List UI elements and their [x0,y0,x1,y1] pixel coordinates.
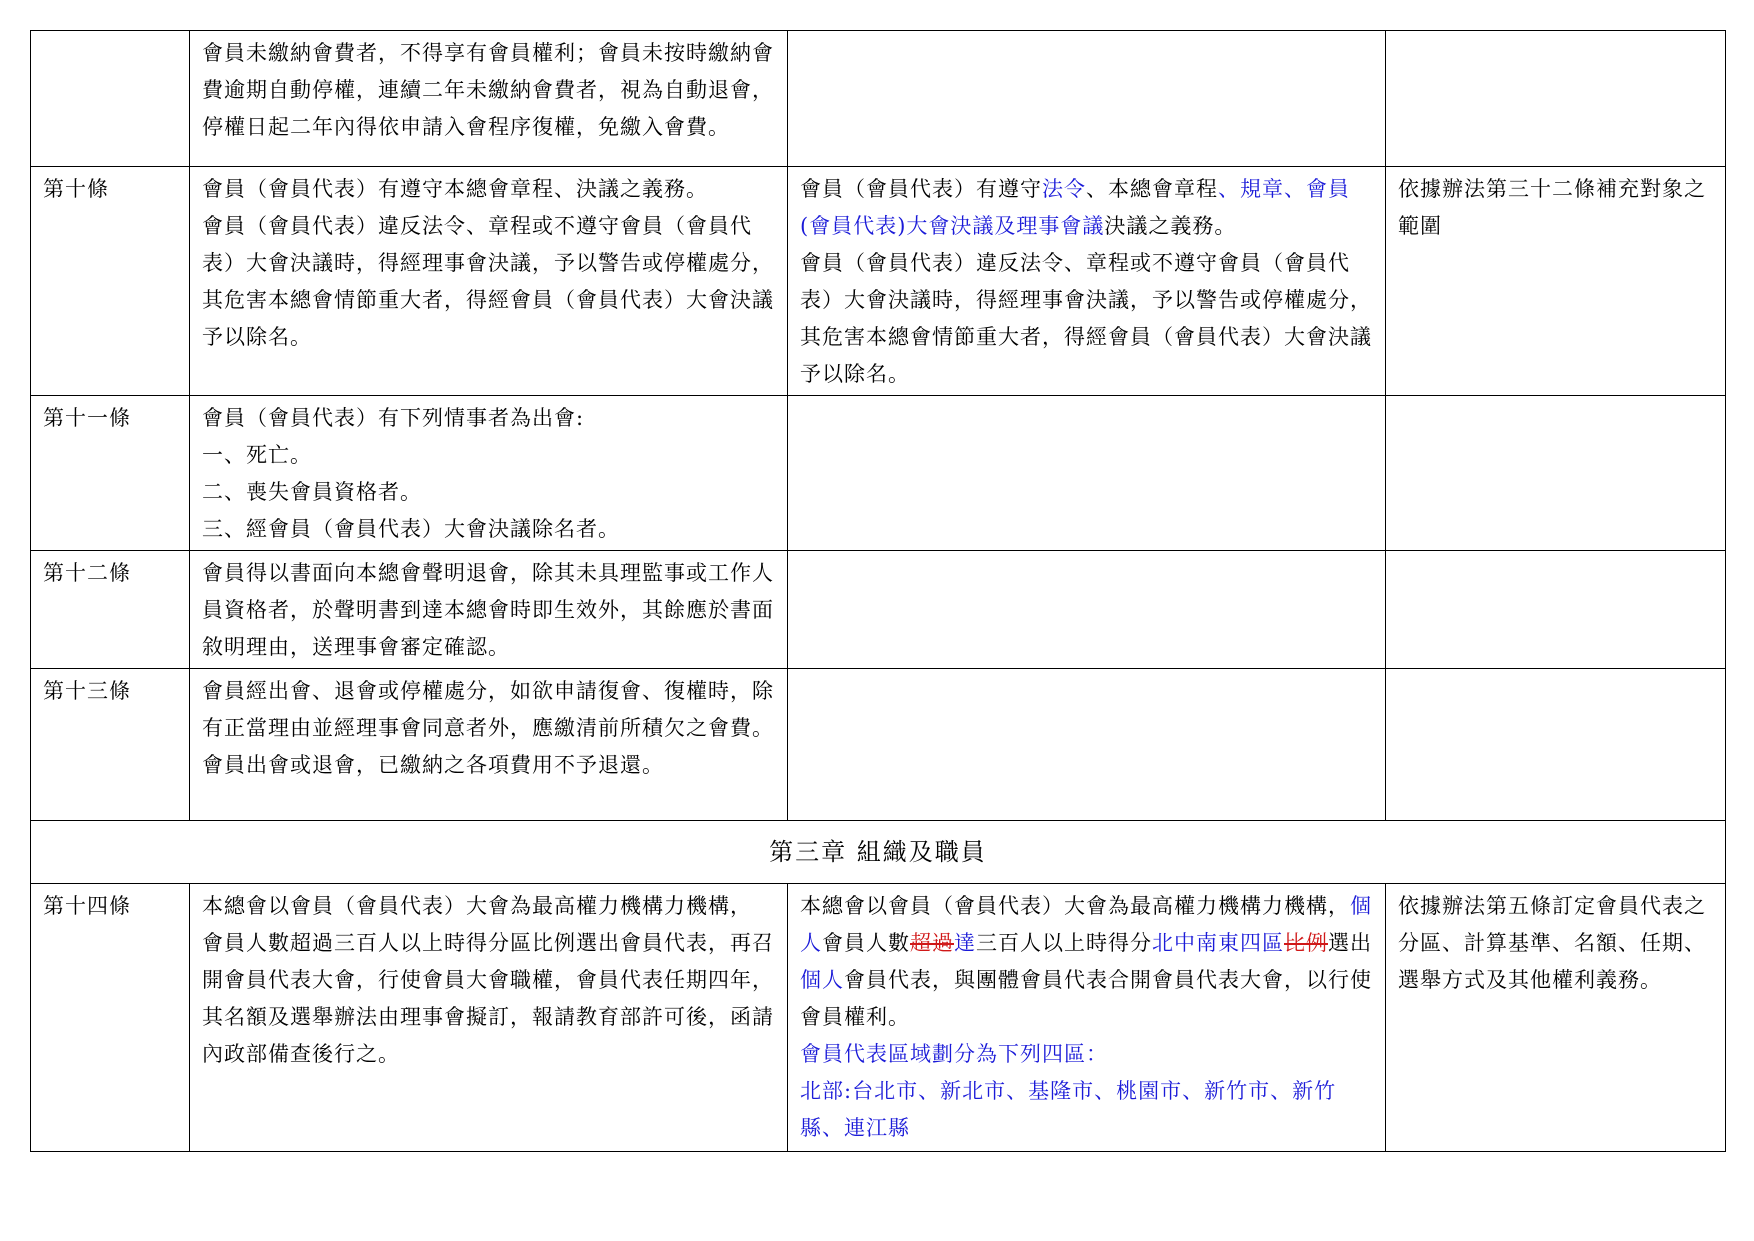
original-text-cell: 會員（會員代表）有下列情事者為出會: 一、死亡。 二、喪失會員資格者。 三、經會員（會員代表）大會決議除名者。 [190,396,788,551]
articles-comparison-table [30,30,1726,1152]
article-cell: 第十三條 [31,669,190,821]
inserted-text: 達 [954,931,976,955]
article-cell: 第十條 [31,167,190,396]
deleted-text: 超過 [910,931,954,955]
article-cell: 第十四條 [31,884,190,1152]
original-text-cell: 會員得以書面向本總會聲明退會，除其未具理監事或工作人員資格者，於聲明書到達本總會時即生效外，其餘應於書面敘明理由，送理事會審定確認。 [190,551,788,669]
note-cell [1386,31,1726,167]
table-row [31,167,1726,396]
inserted-text: 會員代表區域劃分為下列四區： [800,1042,1108,1066]
table-row [31,396,1726,551]
original-text-cell: 本總會以會員（會員代表）大會為最高權力機構力機構， 會員人數超過三百人以上時得分區比例選出會員代表，再召開會員代表大會，行使會員大會職權，會員代表任期四年，其名額及選舉辦法由理事會擬訂，報請教育部許可後，函請內政部備查後行之。 [190,884,788,1152]
note-cell [1386,396,1726,551]
article-cell: 第十二條 [31,551,190,669]
chapter-heading: 第三章 組織及職員 [31,821,1726,884]
table-row [31,551,1726,669]
table-row [31,31,1726,167]
inserted-text: 個人 [800,968,844,992]
note-cell: 依據辦法第三十二條補充對象之範圍 [1386,167,1726,396]
note-cell: 依據辦法第五條訂定會員代表之分區、計算基準、名額、任期、選舉方式及其他權利義務。 [1386,884,1726,1152]
revised-text-cell: 會員（會員代表）有遵守法令、本總會章程、規章、會員(會員代表)大會決議及理事會議決議之義務。 會員（會員代表）違反法令、章程或不遵守會員（會員代表）大會決議時，得經理事會決議，予以警告或停權處分，其危害本總會情節重大者，得經會員（會員代表）大會決議予以除名。 [788,167,1386,396]
inserted-text: 、規章、會員(會員代表)大會決議及理事會議 [800,177,1350,238]
chapter-row [31,821,1726,884]
revised-text-cell: 本總會以會員（會員代表）大會為最高權力機構力機構，個人會員人數超過達三百人以上時得分北中南東四區比例選出個人會員代表，與團體會員代表合開會員代表大會，以行使會員權利。 會員代表區域劃分為下列四區： 北部:台北市、新北市、基隆市、桃園市、新竹市、新竹縣、連江縣 [788,884,1386,1152]
article-cell: 第十一條 [31,396,190,551]
inserted-text: 法令 [1042,177,1086,201]
inserted-text: 北中南東四區 [1152,931,1284,955]
article-cell [31,31,190,167]
revised-text-cell [788,396,1386,551]
revised-text-cell [788,31,1386,167]
original-text-cell: 會員未繳納會費者，不得享有會員權利；會員未按時繳納會費逾期自動停權，連續二年未繳納會費者，視為自動退會，停權日起二年內得依申請入會程序復權，免繳入會費。 [190,31,788,167]
inserted-text: 個人 [800,894,1372,955]
inserted-text: 北部:台北市、新北市、基隆市、桃園市、新竹市、新竹縣、連江縣 [800,1079,1337,1140]
deleted-text: 比例 [1284,931,1328,955]
original-text-cell: 會員經出會、退會或停權處分，如欲申請復會、復權時，除有正當理由並經理事會同意者外，應繳清前所積欠之會費。會員出會或退會，已繳納之各項費用不予退還。 [190,669,788,821]
revised-text-cell [788,669,1386,821]
table-row [31,884,1726,1152]
original-text-cell: 會員（會員代表）有遵守本總會章程、決議之義務。 會員（會員代表）違反法令、章程或不遵守會員（會員代表）大會決議時，得經理事會決議，予以警告或停權處分，其危害本總會情節重大者，得經會員（會員代表）大會決議予以除名。 [190,167,788,396]
note-cell [1386,669,1726,821]
revised-text-cell [788,551,1386,669]
note-cell [1386,551,1726,669]
table-row [31,669,1726,821]
